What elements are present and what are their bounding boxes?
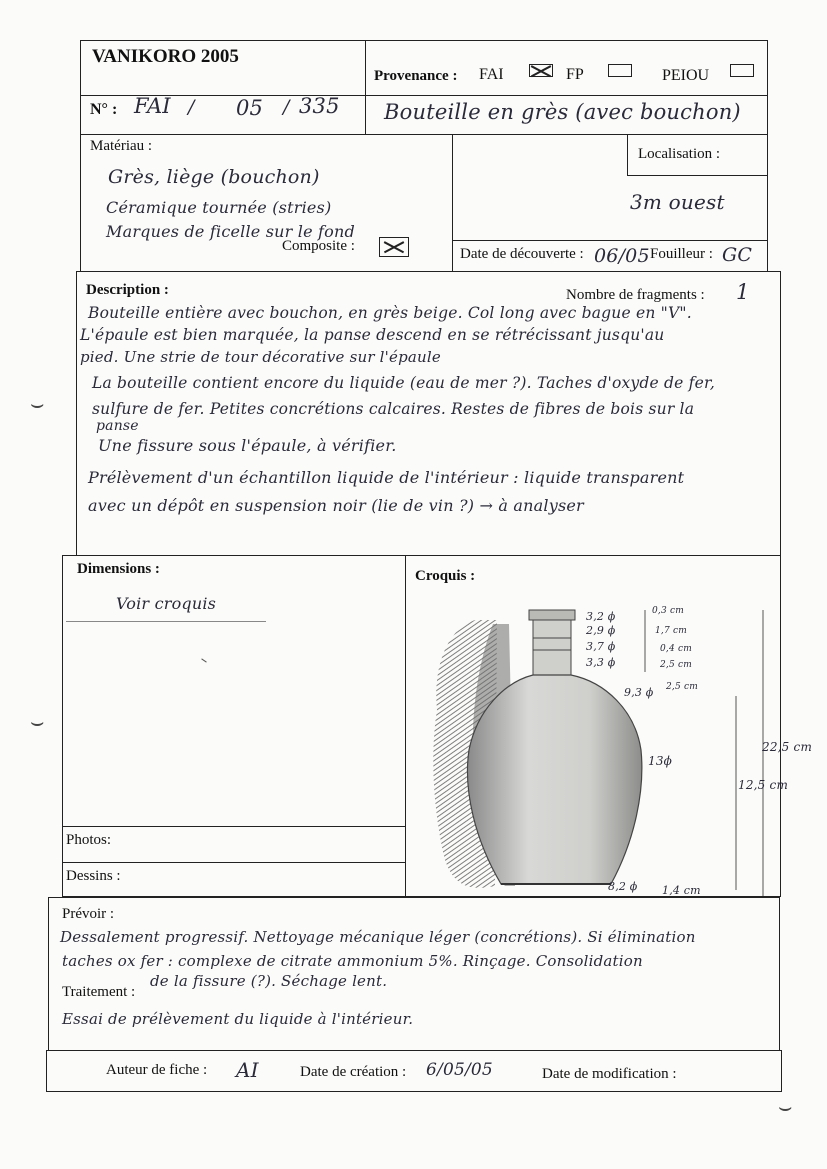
description-line-1: Bouteille entière avec bouchon, en grès beige. Col long avec bague en "V".	[88, 304, 692, 322]
fragments-label: Nombre de fragments :	[566, 287, 705, 303]
croquis-h-4: 2,5 cm	[660, 660, 692, 670]
prevoir-line-2: taches ox fer : complexe de citrate ammonium 5%. Rinçage. Consolidation	[62, 952, 643, 970]
fouilleur-label: Fouilleur :	[650, 246, 713, 262]
bottle-body	[467, 675, 641, 884]
materiau-divider	[452, 134, 453, 272]
bottle-neck	[533, 612, 571, 675]
materiau-line-3: Marques de ficelle sur le fond	[106, 222, 355, 241]
description-line-8: Prélèvement d'un échantillon liquide de l'intérieur : liquide transparent	[88, 468, 685, 487]
materiau-label: Matériau :	[90, 138, 153, 154]
description-line-5: sulfure de fer. Petites concrétions calcaires. Restes de fibres de bois sur la	[92, 400, 695, 418]
croquis-dia-2: 2,9 ϕ	[586, 624, 616, 637]
description-line-7: Une fissure sous l'épaule, à vérifier.	[98, 436, 397, 455]
provenance-checkbox-fp[interactable]	[608, 64, 632, 77]
photos-divider	[62, 826, 406, 827]
number-value-site: FAI	[134, 94, 171, 118]
description-line-4: La bouteille contient encore du liquide (eau de mer ?). Taches d'oxyde de fer,	[92, 374, 715, 392]
dimensions-label: Dimensions :	[77, 561, 160, 577]
materiau-line-2: Céramique tournée (stries)	[106, 198, 332, 217]
number-separator-2: /	[283, 96, 290, 118]
date-row-divider	[452, 240, 768, 241]
number-value-year: 05	[236, 96, 264, 120]
bottle-lip	[529, 610, 575, 620]
materiau-line-1: Grès, liège (bouchon)	[108, 166, 320, 188]
margin-mark-top: ⌣	[30, 392, 45, 417]
auteur-value: AI	[236, 1058, 259, 1082]
number-separator-1: /	[188, 96, 195, 118]
dimensions-underline	[66, 621, 266, 622]
croquis-label: Croquis :	[415, 568, 476, 584]
description-label: Description :	[86, 282, 169, 298]
localisation-label: Localisation :	[638, 146, 721, 162]
provenance-option-fai: FAI	[479, 66, 504, 83]
photos-label: Photos:	[66, 832, 112, 848]
croquis-total-height: 22,5 cm	[762, 740, 813, 754]
auteur-label: Auteur de fiche :	[106, 1062, 208, 1078]
composite-label: Composite :	[282, 238, 355, 254]
prevoir-line-1: Dessalement progressif. Nettoyage mécanique léger (concrétions). Si élimination	[60, 928, 696, 946]
dessins-label: Dessins :	[66, 868, 121, 884]
description-line-2: L'épaule est bien marquée, la panse descend en se rétrécissant jusqu'au	[80, 326, 665, 344]
croquis-dia-7: 8,2 ϕ	[608, 880, 638, 893]
number-label: N° :	[90, 101, 118, 118]
provenance-option-peiou: PEIOU	[662, 67, 710, 84]
croquis-h-1: 0,3 cm	[652, 606, 684, 616]
fragments-value: 1	[736, 280, 750, 304]
croquis-h-5: 2,5 cm	[666, 682, 698, 692]
description-line-9: avec un dépôt en suspension noir (lie de vin ?) → à analyser	[88, 496, 584, 515]
dimensions-value: Voir croquis	[116, 594, 217, 613]
object-title: Bouteille en grès (avec bouchon)	[384, 100, 741, 124]
description-line-6: panse	[96, 418, 139, 434]
margin-mark-bottom: ⌣	[30, 710, 45, 735]
croquis-dia-4: 3,3 ϕ	[586, 656, 616, 669]
croquis-dia-5: 9,3 ϕ	[624, 686, 654, 699]
decouverte-date-label: Date de découverte :	[460, 246, 584, 262]
composite-checkbox[interactable]	[379, 237, 409, 257]
dessins-divider	[62, 862, 406, 863]
provenance-checkbox-fai[interactable]	[529, 64, 553, 77]
croquis-h-3: 0,4 cm	[660, 644, 692, 654]
croquis-dia-1: 3,2 ϕ	[586, 610, 616, 623]
creation-value: 6/05/05	[426, 1060, 493, 1080]
dimensions-section	[62, 555, 406, 897]
traitement-line-1: Essai de prélèvement du liquide à l'intérieur.	[62, 1010, 414, 1028]
decouverte-date-value: 06/05	[594, 245, 650, 267]
croquis-dia-3: 3,7 ϕ	[586, 640, 616, 653]
description-line-3: pied. Une strie de tour décorative sur l'épaule	[80, 348, 441, 366]
traitement-label: Traitement :	[62, 984, 136, 1000]
creation-label: Date de création :	[300, 1064, 407, 1080]
prevoir-label: Prévoir :	[62, 906, 115, 922]
provenance-checkbox-peiou[interactable]	[730, 64, 754, 77]
croquis-h-2: 1,7 cm	[655, 626, 687, 636]
localisation-value: 3m ouest	[630, 190, 725, 214]
provenance-label: Provenance :	[374, 68, 458, 84]
croquis-dia-6: 13ϕ	[648, 754, 673, 768]
prevoir-line-3: de la fissure (?). Séchage lent.	[150, 972, 388, 990]
margin-mark-corner: ⌣	[778, 1095, 793, 1120]
croquis-body-height: 12,5 cm	[738, 778, 789, 792]
croquis-h-6: 1,4 cm	[662, 884, 701, 897]
modification-label: Date de modification :	[542, 1066, 677, 1082]
number-value-index: 335	[299, 94, 340, 118]
fouilleur-value: GC	[722, 244, 753, 266]
site-title: VANIKORO 2005	[92, 46, 239, 67]
provenance-option-fp: FP	[566, 66, 584, 83]
